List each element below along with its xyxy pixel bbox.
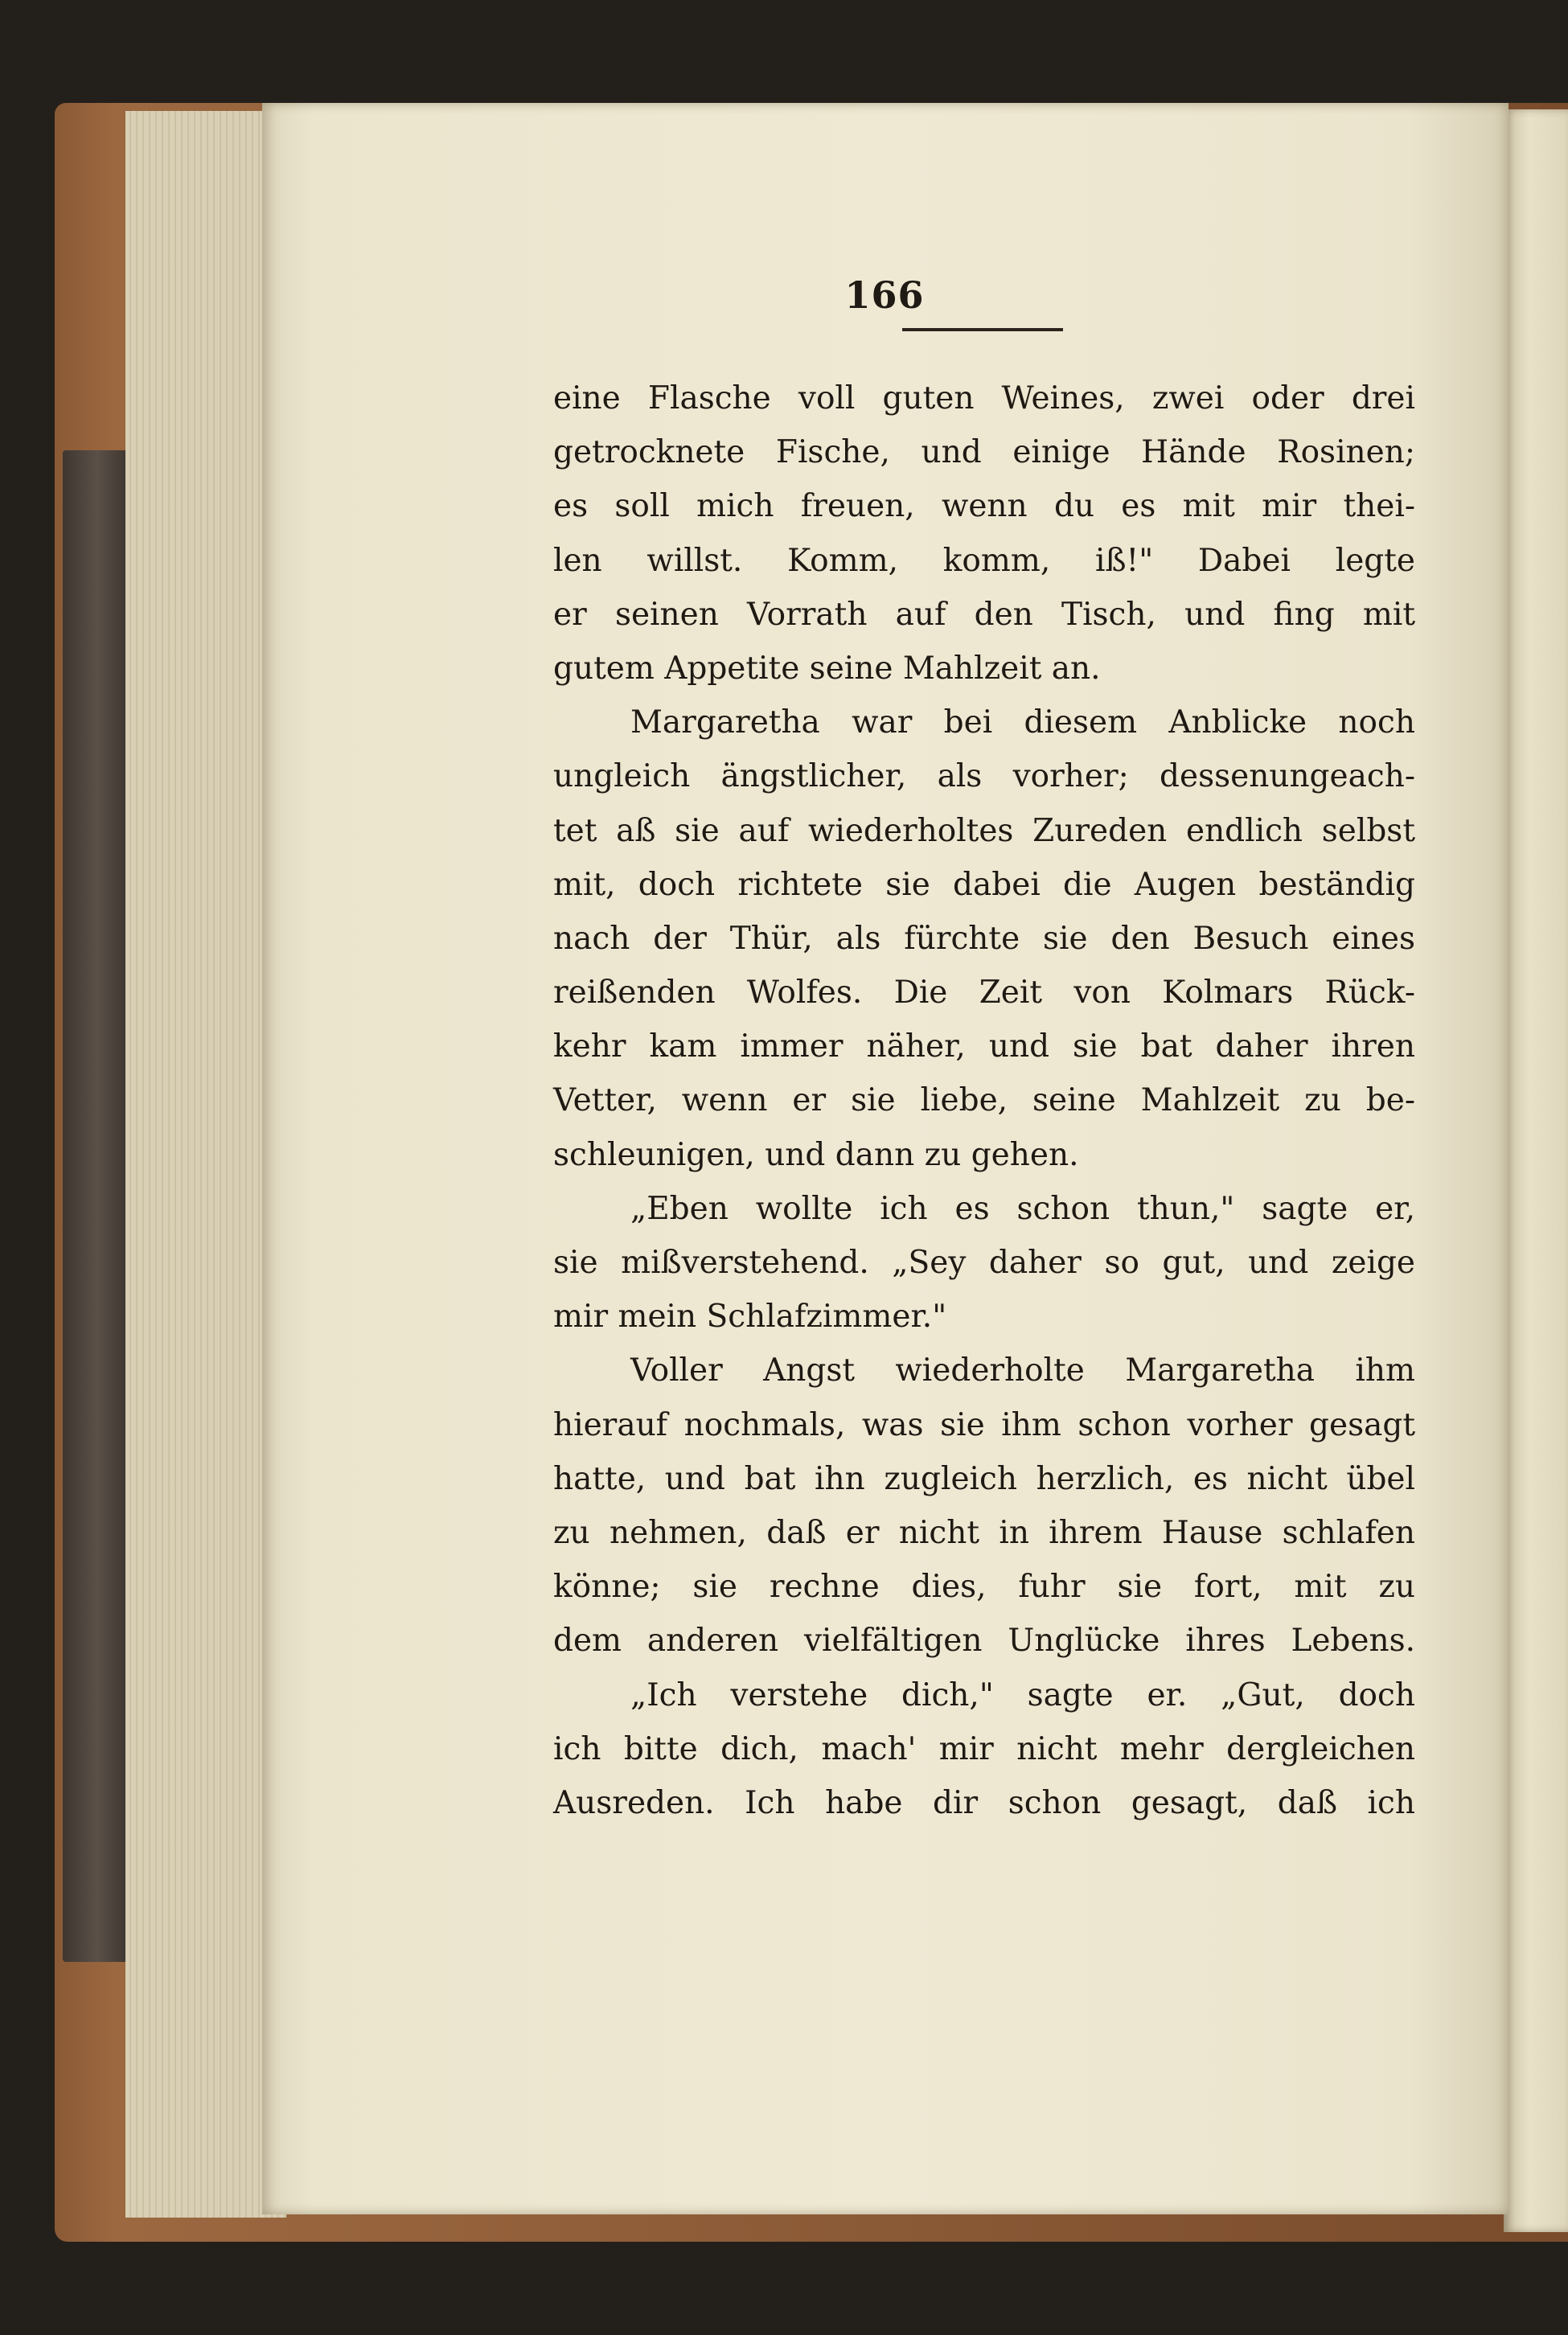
page-number-rule: [902, 328, 1063, 331]
text-line: len willst. Komm, komm, iß!" Dabei legte: [553, 542, 1415, 579]
text-line: getrocknete Fische, und einige Hände Rosinen;: [553, 434, 1415, 471]
text-line: Vetter, wenn er sie liebe, seine Mahlzeit zu be-: [553, 1082, 1415, 1119]
page-number: 166: [844, 273, 925, 317]
text-line: Voller Angst wiederholte Margaretha ihm: [630, 1352, 1415, 1389]
text-line: „Ich verstehe dich," sagte er. „Gut, doch: [630, 1676, 1415, 1713]
facing-page-edge: [1504, 109, 1568, 2232]
text-line: mir mein Schlafzimmer.": [553, 1299, 947, 1336]
text-line: kehr kam immer näher, und sie bat daher ihren: [553, 1028, 1415, 1065]
text-line: eine Flasche voll guten Weines, zwei oder drei: [553, 380, 1415, 417]
text-line: schleunigen, und dann zu gehen.: [553, 1136, 1079, 1173]
text-line: könne; sie rechne dies, fuhr sie fort, mit zu: [553, 1569, 1415, 1606]
binding-spine-patch: [63, 450, 132, 1962]
text-line: mit, doch richtete sie dabei die Augen beständig: [553, 866, 1415, 903]
text-line: Margaretha war bei diesem Anblicke noch: [630, 704, 1415, 741]
text-line: gutem Appetite seine Mahlzeit an.: [553, 650, 1101, 687]
text-line: hatte, und bat ihn zugleich herzlich, es nicht übel: [553, 1460, 1415, 1497]
text-line: ungleich ängstlicher, als vorher; dessenungeach-: [553, 758, 1415, 795]
body-text: [553, 371, 1415, 1830]
text-line: ich bitte dich, mach' mir nicht mehr dergleichen: [553, 1730, 1415, 1767]
text-line: dem anderen vielfältigen Unglücke ihres Lebens.: [553, 1623, 1415, 1660]
text-line: nach der Thür, als fürchte sie den Besuch eines: [553, 920, 1415, 957]
text-line: Ausreden. Ich habe dir schon gesagt, daß ich: [553, 1784, 1415, 1821]
text-line: er seinen Vorrath auf den Tisch, und fing mit: [553, 596, 1415, 633]
text-line: hierauf nochmals, was sie ihm schon vorher gesagt: [553, 1406, 1415, 1443]
text-line: tet aß sie auf wiederholtes Zureden endlich selbst: [553, 812, 1415, 849]
text-line: zu nehmen, daß er nicht in ihrem Hause schlafen: [553, 1514, 1415, 1551]
text-line: sie mißverstehend. „Sey daher so gut, und zeige: [553, 1245, 1415, 1281]
text-line: es soll mich freuen, wenn du es mit mir thei-: [553, 488, 1415, 525]
text-line: reißenden Wolfes. Die Zeit von Kolmars Rück-: [553, 975, 1415, 1012]
text-line: „Eben wollte ich es schon thun," sagte er,: [630, 1190, 1415, 1227]
